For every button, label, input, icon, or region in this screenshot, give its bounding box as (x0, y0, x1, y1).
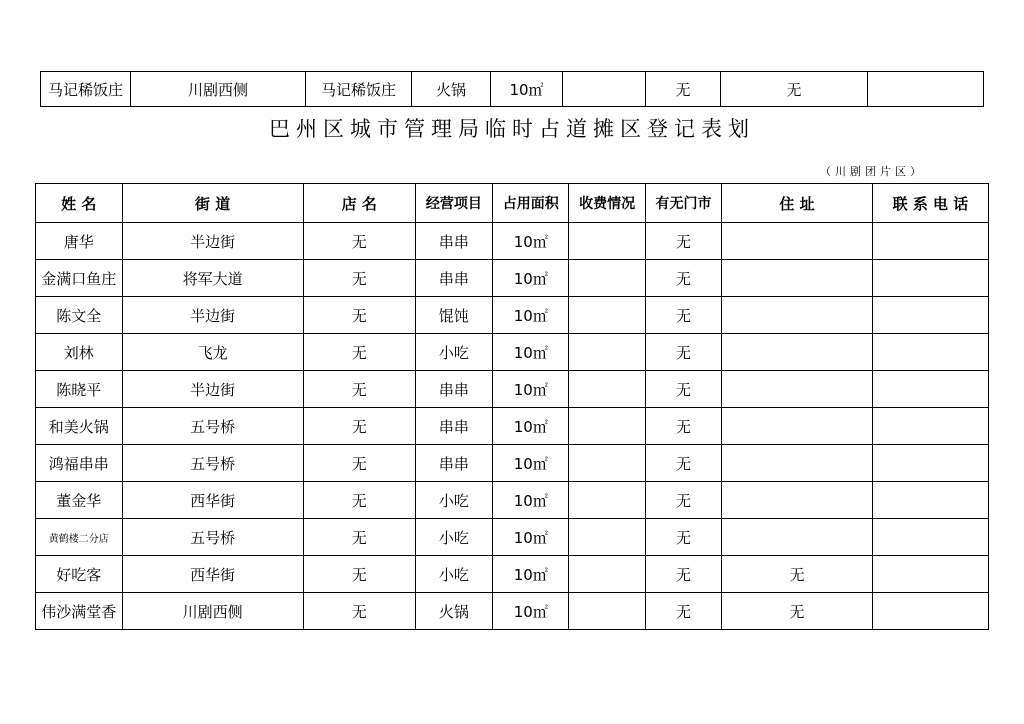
cell-storefront: 无 (645, 297, 721, 334)
cell-name: 鸿福串串 (36, 445, 123, 482)
header-address: 住 址 (722, 184, 873, 223)
cell-storefront: 无 (645, 223, 721, 260)
header-street: 街 道 (122, 184, 303, 223)
cell-shop: 无 (303, 519, 415, 556)
cell-street: 半边街 (122, 223, 303, 260)
cell-street: 五号桥 (122, 408, 303, 445)
table-row (36, 445, 989, 482)
cell-storefront: 无 (646, 72, 721, 107)
cell-storefront: 无 (645, 556, 721, 593)
cell-area: 10㎡ (491, 72, 563, 107)
cell-business: 串串 (415, 260, 492, 297)
cell-business: 馄饨 (415, 297, 492, 334)
registration-table (35, 183, 989, 630)
cell-phone (872, 556, 988, 593)
cell-name: 黄鹤楼二分店 (36, 519, 123, 556)
table-row (36, 556, 989, 593)
cell-address (722, 408, 873, 445)
cell-fee (569, 260, 645, 297)
header-shop: 店 名 (303, 184, 415, 223)
cell-address (722, 297, 873, 334)
cell-storefront: 无 (645, 371, 721, 408)
continued-table-row (40, 71, 984, 107)
cell-address: 无 (722, 556, 873, 593)
cell-shop: 无 (303, 445, 415, 482)
table-row (36, 260, 989, 297)
cell-phone (872, 297, 988, 334)
cell-name: 董金华 (36, 482, 123, 519)
header-name: 姓 名 (36, 184, 123, 223)
table-body (36, 223, 989, 630)
cell-phone (868, 72, 984, 107)
table-row (36, 482, 989, 519)
table-row (36, 334, 989, 371)
cell-name: 伟沙满堂香 (36, 593, 123, 630)
cell-shop: 无 (303, 260, 415, 297)
cell-fee (569, 408, 645, 445)
cell-street: 飞龙 (122, 334, 303, 371)
cell-street: 西华街 (122, 482, 303, 519)
header-business: 经营项目 (415, 184, 492, 223)
cell-street: 五号桥 (122, 519, 303, 556)
cell-address (722, 482, 873, 519)
cell-street: 半边街 (122, 297, 303, 334)
cell-storefront: 无 (645, 482, 721, 519)
table-row (36, 297, 989, 334)
table-row (36, 519, 989, 556)
cell-street: 五号桥 (122, 445, 303, 482)
cell-area: 10㎡ (493, 297, 569, 334)
cell-fee (569, 334, 645, 371)
cell-phone (872, 445, 988, 482)
cell-storefront: 无 (645, 593, 721, 630)
cell-area: 10㎡ (493, 593, 569, 630)
cell-fee (569, 556, 645, 593)
cell-business: 串串 (415, 408, 492, 445)
cell-phone (872, 519, 988, 556)
cell-fee (569, 223, 645, 260)
cell-phone (872, 260, 988, 297)
cell-fee (563, 72, 646, 107)
cell-name: 唐华 (36, 223, 123, 260)
cell-phone (872, 223, 988, 260)
cell-fee (569, 371, 645, 408)
cell-area: 10㎡ (493, 334, 569, 371)
cell-shop: 无 (303, 223, 415, 260)
cell-area: 10㎡ (493, 556, 569, 593)
cell-fee (569, 297, 645, 334)
cell-name: 陈晓平 (36, 371, 123, 408)
cell-shop: 无 (303, 334, 415, 371)
cell-business: 串串 (415, 223, 492, 260)
cell-street: 川剧西侧 (131, 72, 306, 107)
cell-business: 小吃 (415, 556, 492, 593)
header-storefront: 有无门市 (645, 184, 721, 223)
cell-business: 小吃 (415, 482, 492, 519)
cell-area: 10㎡ (493, 519, 569, 556)
cell-street: 川剧西侧 (122, 593, 303, 630)
cell-address (722, 223, 873, 260)
cell-phone (872, 334, 988, 371)
cell-business: 小吃 (415, 334, 492, 371)
table-row (36, 223, 989, 260)
cell-shop: 无 (303, 593, 415, 630)
cell-area: 10㎡ (493, 408, 569, 445)
cell-shop: 无 (303, 482, 415, 519)
cell-area: 10㎡ (493, 445, 569, 482)
cell-name: 金满口鱼庄 (36, 260, 123, 297)
table-row (36, 593, 989, 630)
header-row (36, 184, 989, 223)
cell-phone (872, 371, 988, 408)
cell-fee (569, 519, 645, 556)
cell-phone (872, 482, 988, 519)
cell-address (722, 445, 873, 482)
cell-name: 马记稀饭庄 (41, 72, 131, 107)
cell-shop: 马记稀饭庄 (306, 72, 412, 107)
cell-area: 10㎡ (493, 260, 569, 297)
cell-name: 和美火锅 (36, 408, 123, 445)
cell-address (722, 371, 873, 408)
cell-fee (569, 593, 645, 630)
cell-area: 10㎡ (493, 482, 569, 519)
cell-shop: 无 (303, 408, 415, 445)
cell-name: 好吃客 (36, 556, 123, 593)
cell-street: 西华街 (122, 556, 303, 593)
cell-storefront: 无 (645, 334, 721, 371)
cell-storefront: 无 (645, 408, 721, 445)
table-row (36, 408, 989, 445)
header-fee: 收费情况 (569, 184, 645, 223)
cell-business: 火锅 (415, 593, 492, 630)
cell-street: 将军大道 (122, 260, 303, 297)
district-note: （川剧团片区） (820, 165, 925, 178)
header-phone: 联 系 电 话 (872, 184, 988, 223)
cell-phone (872, 408, 988, 445)
cell-business: 串串 (415, 445, 492, 482)
cell-area: 10㎡ (493, 223, 569, 260)
cell-fee (569, 445, 645, 482)
cell-name: 陈文全 (36, 297, 123, 334)
cell-business: 小吃 (415, 519, 492, 556)
page-title: 巴州区城市管理局临时占道摊区登记表划 (269, 117, 755, 141)
cell-fee (569, 482, 645, 519)
table-row (36, 371, 989, 408)
cell-shop: 无 (303, 371, 415, 408)
cell-storefront: 无 (645, 445, 721, 482)
cell-address: 无 (722, 593, 873, 630)
cell-shop: 无 (303, 297, 415, 334)
cell-business: 串串 (415, 371, 492, 408)
cell-address (722, 260, 873, 297)
cell-name: 刘林 (36, 334, 123, 371)
table-row (41, 72, 984, 107)
cell-storefront: 无 (645, 519, 721, 556)
cell-address (722, 334, 873, 371)
cell-phone (872, 593, 988, 630)
cell-address: 无 (721, 72, 868, 107)
cell-storefront: 无 (645, 260, 721, 297)
header-area: 占用面积 (493, 184, 569, 223)
cell-street: 半边街 (122, 371, 303, 408)
cell-business: 火锅 (412, 72, 491, 107)
cell-address (722, 519, 873, 556)
cell-shop: 无 (303, 556, 415, 593)
cell-area: 10㎡ (493, 371, 569, 408)
